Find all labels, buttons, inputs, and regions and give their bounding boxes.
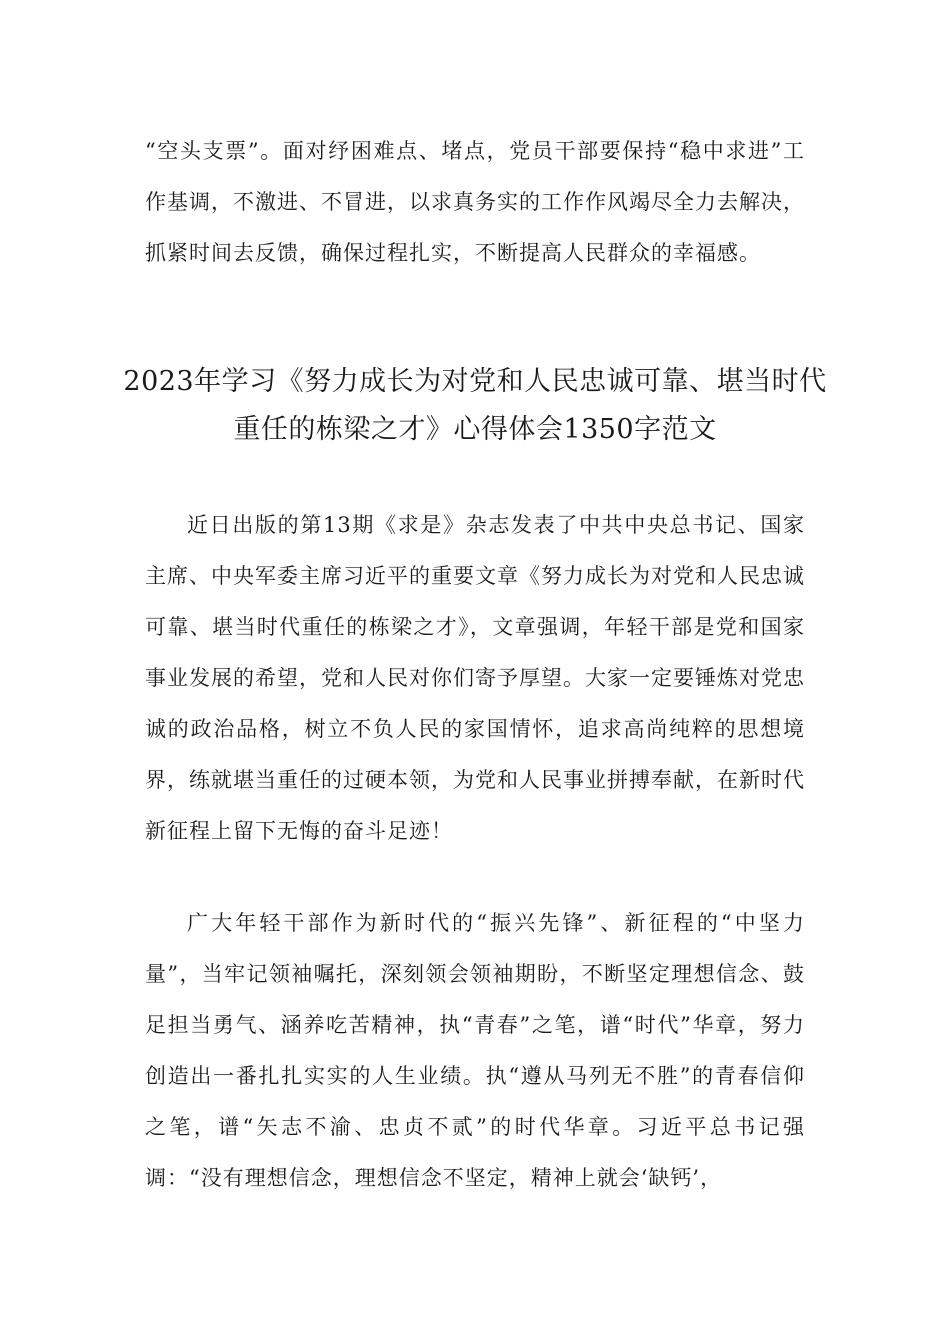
body-paragraph-1: 近日出版的第13期《求是》杂志发表了中共中央总书记、国家主席、中央军委主席习近平的重要文章《努力成长为对党和人民忠诚可靠、堪当时代重任的栋梁之才》，文章强调，年轻干部是党和国家事业发展的希望，党和人民对你们寄予厚望。大家一定要锤炼对党忠诚的政治品格，树立不负人民的家国情怀，追求高尚纯粹的思想境界，练就堪当重任的过硬本领，为党和人民事业拼搏奉献，在新时代新征程上留下无悔的奋斗足迹！ bbox=[145, 513, 805, 843]
document-title: 2023年学习《努力成长为对党和人民忠诚可靠、堪当时代重任的栋梁之才》心得体会1350字范文 bbox=[123, 366, 827, 445]
continued-paragraph: “空头支票”。面对纾困难点、堵点，党员干部要保持“稳中求进”工作基调，不激进、不冒进，以求真务实的工作作风竭尽全力去解决，抓紧时间去反馈，确保过程扎实，不断提高人民群众的幸福感。 bbox=[145, 139, 805, 265]
body-paragraph-2: 广大年轻干部作为新时代的“振兴先锋”、新征程的“中坚力量”，当牢记领袖嘱托，深刻领会领袖期盼，不断坚定理想信念、鼓足担当勇气、涵养吃苦精神，执“青春”之笔，谱“时代”华章，努力创造出一番扎扎实实的人生业绩。执“遵从马列无不胜”的青春信仰之笔，谱“矢志不渝、忠贞不贰”的时代华章。习近平总书记强调：“没有理想信念，理想信念不坚定，精神上就会‘缺钙’， bbox=[145, 911, 805, 1190]
